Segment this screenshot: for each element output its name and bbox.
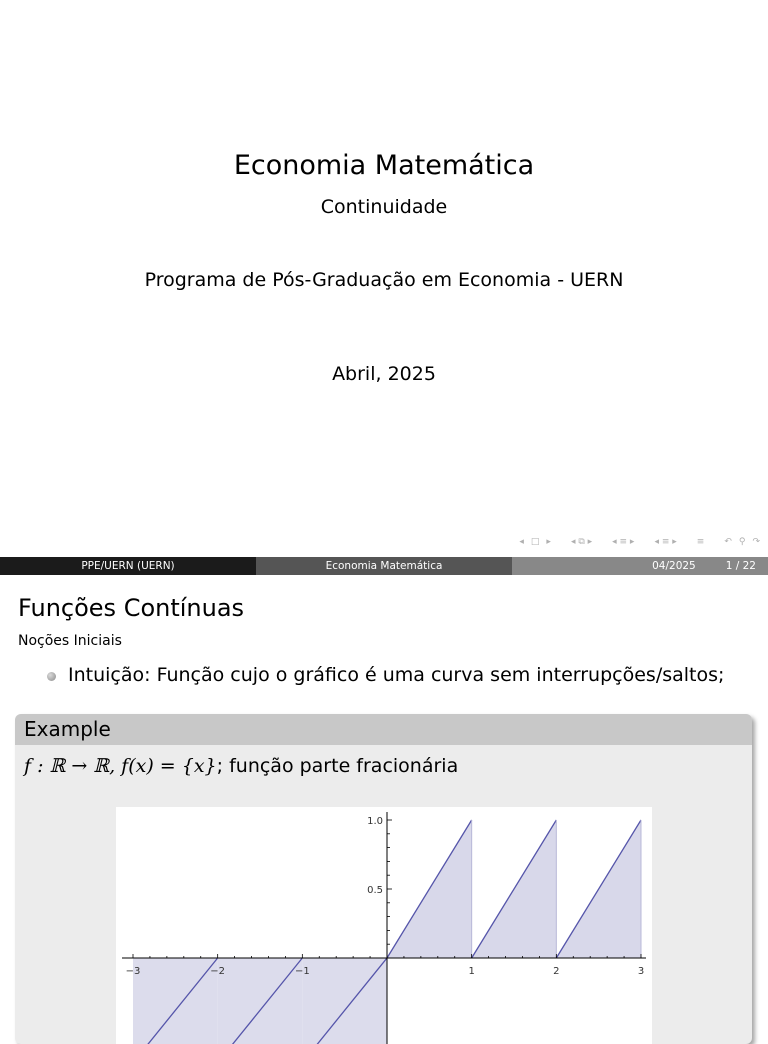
- footer-right: [512, 557, 768, 575]
- nav-frame-icon[interactable]: □: [530, 537, 540, 547]
- presentation-subtitle: Continuidade: [320, 196, 448, 218]
- x-tick-label: 2: [553, 966, 560, 977]
- nav-subsection-icon[interactable]: ◂ ≡ ▸: [612, 537, 635, 547]
- area-segment: [218, 958, 303, 1044]
- example-body: [15, 745, 752, 787]
- y-tick-label: 0.5: [367, 885, 383, 896]
- example-description: ; função parte fracionária: [216, 755, 459, 777]
- example-header: Example: [15, 714, 752, 745]
- example-formula: f : ℝ → ℝ, f(x) = {x}: [24, 755, 217, 777]
- beamer-navigation: [519, 537, 760, 547]
- example-block: [15, 714, 752, 1044]
- area-segment: [302, 958, 387, 1044]
- x-tick-label: −3: [125, 966, 141, 977]
- x-tick-label: −1: [294, 966, 310, 977]
- footer-author: PPE/UERN (UERN): [0, 557, 256, 575]
- nav-undo-icon[interactable]: ↶: [724, 537, 732, 547]
- nav-next-icon[interactable]: ▸: [546, 537, 551, 547]
- nav-redo-icon[interactable]: ↷: [752, 537, 760, 547]
- y-tick-label: 1.0: [367, 816, 383, 827]
- nav-align-icon[interactable]: ≡: [696, 537, 705, 547]
- presentation-title: Economia Matemática: [233, 150, 535, 181]
- nav-section2-icon[interactable]: ◂ ≡ ▸: [654, 537, 677, 547]
- frame-title: Funções Contínuas: [18, 594, 245, 622]
- nav-prev-icon[interactable]: ◂: [519, 537, 524, 547]
- nav-section-icon[interactable]: ◂ ⧉ ▸: [570, 537, 593, 547]
- frame-subtitle: Noções Iniciais: [18, 633, 122, 649]
- presentation-date: Abril, 2025: [332, 363, 436, 385]
- footer-page: 1 / 22: [725, 560, 756, 572]
- footer-date: 04/2025: [652, 560, 696, 572]
- footer-title: Economia Matemática: [256, 557, 512, 575]
- institute: Programa de Pós-Graduação em Economia - UERN: [144, 269, 624, 291]
- fractional-part-chart: [116, 807, 652, 1044]
- x-tick-label: 3: [637, 966, 645, 977]
- nav-search-icon[interactable]: ⚲: [738, 537, 746, 547]
- x-tick-label: 1: [468, 966, 475, 977]
- bullet-item: [47, 664, 724, 686]
- area-segment: [133, 958, 218, 1044]
- footline: [0, 557, 768, 575]
- bullet-icon: [47, 672, 56, 681]
- x-tick-label: −2: [210, 966, 226, 977]
- bullet-text: Intuição: Função cujo o gráfico é uma curva sem interrupções/saltos;: [68, 664, 725, 686]
